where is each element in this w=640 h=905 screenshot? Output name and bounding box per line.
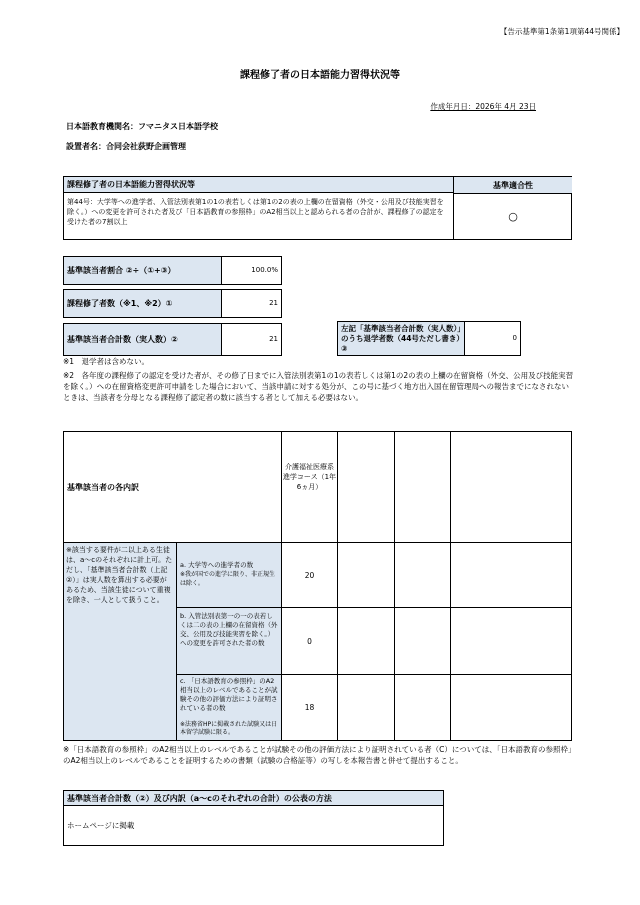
qualified-label: 基準該当者合計数（実人数）② — [64, 324, 221, 355]
completed-box — [63, 289, 282, 318]
side-note: ※該当する要件が二以上ある生徒は、a～cのそれぞれに計上可。ただし、「基準該当者合計数（上記②）」は実人数を算出する必要があるため、当該生徒について重複を除き、一人として扱うこと。 — [66, 546, 173, 604]
withdrawn-box — [337, 321, 521, 356]
founder-name: 設置者名：合同会社荻野企画管理 — [66, 142, 186, 151]
institution-name: 日本語教育機関名：フマニタス日本語学校 — [66, 122, 218, 131]
row-b-label: b. 入管法別表第一の一の表若しくは二の表の上欄の在留資格（外交、公用及び技能実習を除く。）への変更を許可された者の数 — [180, 612, 278, 647]
row-a-label: a. 大学等への進学者の数 — [180, 561, 254, 569]
created-date: 作成年月日：2026年 4月 23日 — [430, 102, 536, 111]
row-c-value: 18 — [304, 703, 315, 712]
row-b-label-cell — [177, 608, 281, 675]
breakdown-title: 基準該当者の各内訳 — [67, 482, 139, 492]
page-title: 課程修了者の日本語能力習得状況等 — [240, 70, 400, 81]
status-table-body: 第44号：大学等への進学者、入管法別表第1の1の表若しくは第1の2の表の上欄の在留資格（外交・公用及び技能実習を除く。）への変更を許可された者及び「日本語教育の参照枠」のA2相当以上と認められる者の合計が、課程修了の認定を受けた者の7割以上 — [67, 198, 444, 226]
note-1: ※1 退学者は含めない。 — [63, 357, 150, 366]
row-a-sub: ※我が国での進学に限り、非正規生は除く。 — [180, 571, 276, 587]
row-a-value: 20 — [304, 570, 315, 580]
course-header: 介護福祉医療系進学コース（1年6ヵ月） — [282, 463, 337, 491]
completed-value: 21 — [221, 290, 281, 317]
status-table — [63, 176, 572, 240]
header-note: 【告示基準第1条第1項第44号関係】 — [499, 27, 624, 36]
qualified-box — [63, 323, 282, 356]
publication-content: ホームページに掲載 — [67, 821, 135, 830]
row-a-label-cell — [177, 543, 281, 608]
withdrawn-label: 左記「基準該当者合計数（実人数）」のうち退学者数（44号ただし書き）③ — [338, 322, 464, 355]
row-c-label: c. 「日本語教育の参照枠」のA2相当以上のレベルであることが試験その他の評価方法により証明されている者の数 — [180, 677, 278, 712]
publication-table — [63, 790, 444, 846]
withdrawn-value: 0 — [464, 322, 520, 355]
qualified-value: 21 — [221, 324, 281, 355]
publication-header: 基準該当者合計数（②）及び内訳（a～cのそれぞれの合計）の公表の方法 — [64, 791, 443, 806]
completed-label: 課程修了者数（※1、※2）① — [64, 290, 221, 317]
conformity-mark: ○ — [453, 193, 572, 239]
status-table-header: 課程修了者の日本語能力習得状況等 — [64, 177, 453, 193]
bottom-note: ※「日本語教育の参照枠」のA2相当以上のレベルであることが試験その他の評価方法により証明されている者（C）については、「日本語教育の参照枠」のA2相当以上のレベルであることを証明するための書類（試験の合格証等）の写しを本報告書と併せて提出すること。 — [63, 745, 572, 765]
ratio-value: 100.0% — [221, 257, 281, 284]
ratio-box — [63, 256, 282, 285]
conformity-header: 基準適合性 — [453, 177, 572, 194]
ratio-label: 基準該当者割合 ②÷（①+③） — [64, 257, 221, 284]
row-c-label-cell — [177, 675, 281, 740]
breakdown-table — [63, 431, 572, 741]
row-b-value: 0 — [307, 636, 312, 646]
side-note-cell — [64, 543, 177, 740]
row-c-sub: ※法務省HPに掲載された試験又は日本留学試験に限る。 — [180, 721, 278, 736]
note-2: ※2 各年度の課程修了の認定を受けた者が、その修了日までに入管法別表第1の1の表若しくは第1の2の表の上欄の在留資格（外交、公用及び技能実習を除く。）への在留資格変更許可申請をした場合において、当該申請に対する処分が、この号に基づく地方出入国在留管理局への報告までになされないときは、当該者を分母となる課程修了認定者の数に該当する者として加える必要はない。 — [63, 371, 574, 402]
